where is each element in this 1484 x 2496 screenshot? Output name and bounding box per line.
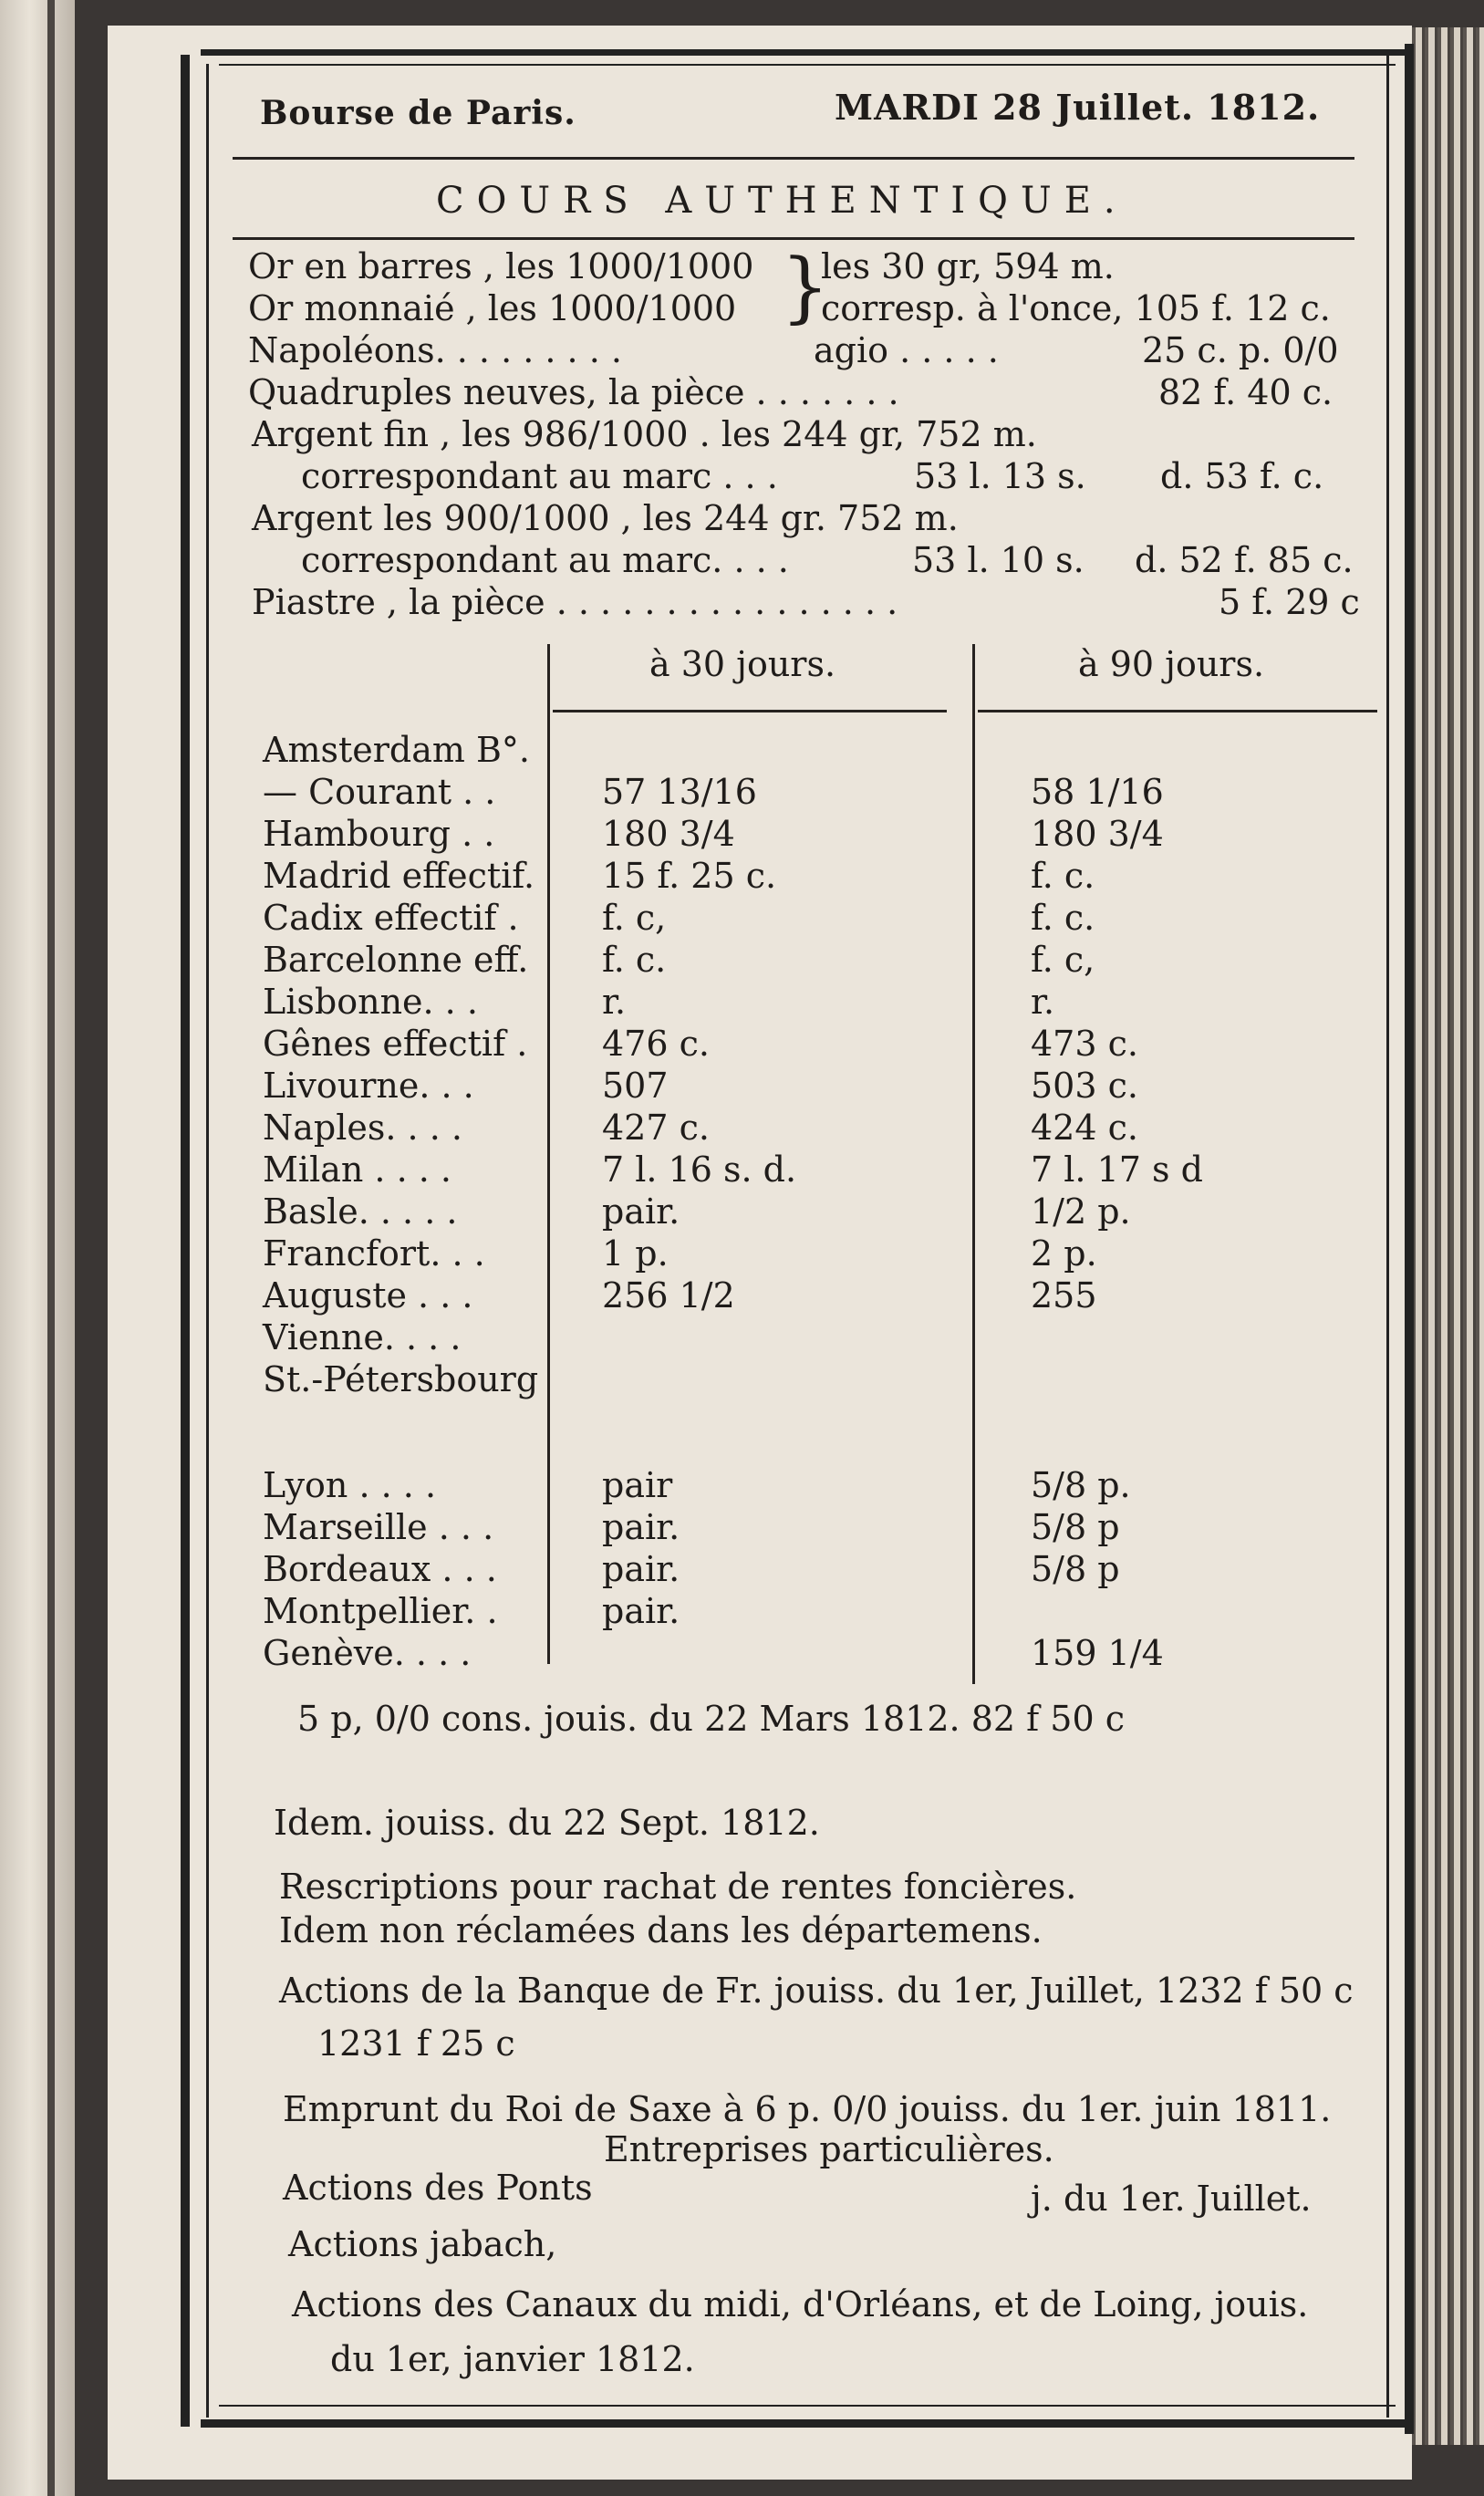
exchange-place: Lyon . . . . (263, 1465, 437, 1505)
metal-mid: agio . . . . . (814, 330, 999, 370)
exchange-place: Cadix effectif . (263, 898, 519, 938)
border-top (201, 49, 1405, 56)
metal-label: Quadruples neuves, la pièce . . . . . . . (248, 372, 899, 412)
fund-cons: 5 p, 0/0 cons. jouis. du 22 Mars 1812. 82 f 50 c (297, 1699, 1125, 1739)
exchange-place: Livourne. . . (263, 1066, 474, 1106)
rate-90-days: 424 c. (1031, 1108, 1138, 1148)
rate-30-days: 427 c. (602, 1108, 710, 1148)
exchange-place: Milan . . . . (263, 1149, 451, 1190)
metal-value: d. 52 f. 85 c. (1135, 540, 1354, 580)
rate-30-days: pair. (602, 1507, 680, 1547)
rate-90-days: 255 (1031, 1275, 1097, 1316)
fund-canaux-2: du 1er, janvier 1812. (330, 2339, 695, 2379)
rate-90-days: r. (1031, 982, 1055, 1022)
column-divider (547, 644, 550, 1664)
metal-label: Piastre , la pièce . . . . . . . . . . . . . . . . (252, 582, 898, 622)
rate-90-days: f. c. (1031, 898, 1095, 938)
fund-idem-non-reclamees: Idem non réclamées dans les départemens. (279, 1910, 1043, 1950)
border-left (181, 55, 190, 2427)
rate-30-days: pair. (602, 1591, 680, 1631)
exchange-place: Amsterdam B°. (263, 730, 530, 770)
exchange-place: Francfort. . . (263, 1233, 485, 1274)
metal-label: Argent fin , les 986/1000 . les 244 gr, 752 m. (252, 414, 1037, 454)
metal-label: Argent les 900/1000 , les 244 gr. 752 m. (252, 498, 959, 538)
exchange-place: Bordeaux . . . (263, 1549, 497, 1589)
header-date: MARDI 28 Juillet. 1812. (835, 87, 1321, 128)
rate-30-days: 507 (602, 1066, 669, 1106)
exchange-place: St.-Pétersbourg (263, 1359, 539, 1399)
rate-90-days: 5/8 p. (1031, 1465, 1131, 1505)
border-right (1405, 44, 1414, 2434)
rate-30-days: f. c, (602, 898, 667, 938)
rate-90-days: 473 c. (1031, 1024, 1138, 1064)
exchange-place: Genève. . . . (263, 1633, 472, 1673)
exchange-place: — Courant . . (263, 772, 496, 812)
title-rule (233, 237, 1354, 240)
exchange-place: Marseille . . . (263, 1507, 494, 1547)
fund-ponts-date: j. du 1er. Juillet. (1031, 2179, 1312, 2219)
metal-label: Or monnaié , les 1000/1000 (248, 288, 737, 328)
exchange-place: Naples. . . . (263, 1108, 462, 1148)
page-stack (1412, 27, 1484, 2445)
rate-30-days: 1 p. (602, 1233, 669, 1274)
border-left-inner (206, 64, 209, 2418)
binding-edge (47, 0, 55, 2496)
rate-90-days: 2 p. (1031, 1233, 1097, 1274)
rate-30-days: pair. (602, 1549, 680, 1589)
metal-mid: 53 l. 13 s. (914, 456, 1086, 496)
fund-ponts: Actions des Ponts (283, 2168, 593, 2208)
col-header-30: à 30 jours. (649, 644, 836, 684)
exchange-place: Basle. . . . . (263, 1191, 458, 1232)
rate-30-days: pair. (602, 1191, 680, 1232)
rate-90-days: 180 3/4 (1031, 814, 1164, 854)
border-right-inner (1386, 55, 1389, 2418)
metal-label: correspondant au marc . . . (301, 456, 778, 496)
exchange-place: Madrid effectif. (263, 856, 535, 896)
fund-canaux: Actions des Canaux du midi, d'Orléans, et de Loing, jouis. (292, 2284, 1309, 2324)
rate-30-days: 476 c. (602, 1024, 710, 1064)
metal-label: Napoléons. . . . . . . . . (248, 330, 622, 370)
metal-value: 5 f. 29 c (1219, 582, 1360, 622)
rate-30-days: 7 l. 16 s. d. (602, 1149, 797, 1190)
exchange-place: Montpellier. . (263, 1591, 498, 1631)
fund-rescriptions: Rescriptions pour rachat de rentes foncières. (279, 1867, 1077, 1907)
fund-banque-2: 1231 f 25 c (317, 2023, 515, 2064)
rate-30-days: pair (602, 1465, 673, 1505)
page-title: COURS AUTHENTIQUE. (436, 180, 1128, 222)
exchange-place: Gênes effectif . (263, 1024, 528, 1064)
border-bottom-inner (219, 2405, 1396, 2407)
metal-mid: corresp. à l'once, 105 f. 12 c. (821, 288, 1331, 328)
rate-30-days: 15 f. 25 c. (602, 856, 777, 896)
header-rule (233, 157, 1354, 160)
fund-emprunt: Emprunt du Roi de Saxe à 6 p. 0/0 jouiss. du 1er. juin 1811. (283, 2089, 1332, 2129)
rate-30-days: 256 1/2 (602, 1275, 735, 1316)
col-header-90: à 90 jours. (1078, 644, 1265, 684)
col90-rule (978, 710, 1377, 712)
book-binding (0, 0, 75, 2496)
exchange-place: Barcelonne eff. (263, 940, 529, 980)
brace: } (781, 242, 830, 331)
column-divider (972, 644, 975, 1684)
rate-30-days: 180 3/4 (602, 814, 735, 854)
metal-mid: les 30 gr, 594 m. (821, 246, 1115, 286)
rate-90-days: 159 1/4 (1031, 1633, 1164, 1673)
rate-90-days: 5/8 p (1031, 1507, 1120, 1547)
metal-mid: 53 l. 10 s. (912, 540, 1084, 580)
exchange-place: Vienne. . . . (263, 1317, 462, 1357)
border-bottom (201, 2419, 1405, 2428)
exchange-place: Lisbonne. . . (263, 982, 478, 1022)
rate-90-days: 1/2 p. (1031, 1191, 1131, 1232)
rate-90-days: 5/8 p (1031, 1549, 1120, 1589)
rate-90-days: 58 1/16 (1031, 772, 1164, 812)
rate-30-days: 57 13/16 (602, 772, 757, 812)
rate-30-days: r. (602, 982, 627, 1022)
metal-label: correspondant au marc. . . . (301, 540, 789, 580)
rate-90-days: 7 l. 17 s d (1031, 1149, 1203, 1190)
metal-label: Or en barres , les 1000/1000 (248, 246, 754, 286)
border-top-inner (219, 64, 1396, 66)
metal-value: 82 f. 40 c. (1158, 372, 1334, 412)
fund-banque: Actions de la Banque de Fr. jouiss. du 1er, Juillet, 1232 f 50 c (279, 1971, 1354, 2011)
col30-rule (553, 710, 947, 712)
exchange-place: Hambourg . . (263, 814, 495, 854)
rate-90-days: 503 c. (1031, 1066, 1138, 1106)
fund-jabach: Actions jabach, (288, 2224, 557, 2264)
metal-value: d. 53 f. c. (1160, 456, 1324, 496)
metal-value: 25 c. p. 0/0 (1142, 330, 1339, 370)
fund-idem: Idem. jouiss. du 22 Sept. 1812. (274, 1803, 820, 1843)
header-left: Bourse de Paris. (260, 94, 576, 132)
rate-30-days: f. c. (602, 940, 667, 980)
rate-90-days: f. c. (1031, 856, 1095, 896)
rate-90-days: f. c, (1031, 940, 1095, 980)
section-entreprises: Entreprises particulières. (604, 2129, 1054, 2169)
exchange-place: Auguste . . . (263, 1275, 473, 1316)
